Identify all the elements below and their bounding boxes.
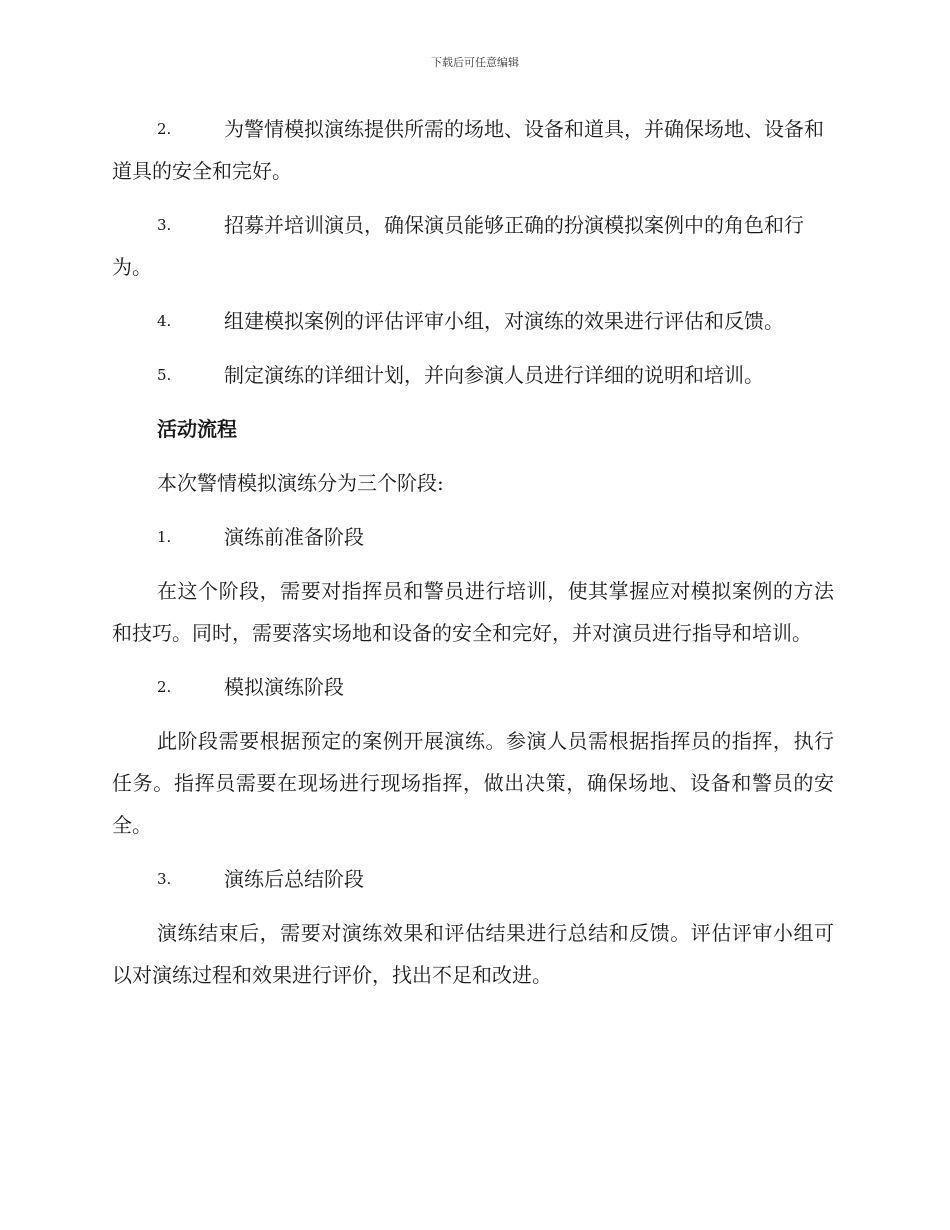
section-intro: 本次警情模拟演练分为三个阶段: [157, 471, 444, 495]
stage-number: 3. [157, 870, 172, 888]
list-text: 制定演练的详细计划，并向参演人员进行详细的说明和培训。 [224, 363, 764, 387]
stage-description: 演练结束后，需要对演练效果和评估结果进行总结和反馈。评估评审小组可以对演练过程和效果进行评价，找出不足和改进。 [112, 921, 834, 987]
stage-title: 演练前准备阶段 [224, 525, 364, 549]
list-item [112, 204, 834, 288]
stage-title-row [112, 858, 834, 900]
list-text: 为警情模拟演练提供所需的场地、设备和道具，并确保场地、设备和道具的安全和完好。 [112, 117, 824, 183]
stage-description: 此阶段需要根据预定的案例开展演练。参演人员需根据指挥员的指挥，执行任务。指挥员需要在现场进行现场指挥，做出决策，确保场地、设备和警员的安全。 [112, 729, 834, 837]
document-body [112, 108, 834, 1008]
stage-number: 1. [157, 528, 172, 546]
stage-title: 演练后总结阶段 [224, 867, 364, 891]
list-number: 5. [157, 366, 172, 384]
list-text: 招募并培训演员，确保演员能够正确的扮演模拟案例中的角色和行为。 [112, 213, 804, 279]
list-item [112, 108, 834, 192]
list-number: 2. [157, 120, 172, 138]
stage-title-row [112, 666, 834, 708]
list-number: 4. [157, 312, 172, 330]
list-item [112, 300, 834, 342]
list-item [112, 354, 834, 396]
page-header: 下载后可任意编辑 [431, 56, 519, 69]
list-text: 组建模拟案例的评估评审小组，对演练的效果进行评估和反馈。 [224, 309, 784, 333]
stage-number: 2. [157, 678, 172, 696]
stage-title: 模拟演练阶段 [224, 675, 344, 699]
stage-description: 在这个阶段，需要对指挥员和警员进行培训，使其掌握应对模拟案例的方法和技巧。同时，需要落实场地和设备的安全和完好，并对演员进行指导和培训。 [112, 579, 834, 645]
section-heading: 活动流程 [157, 417, 237, 441]
list-number: 3. [157, 216, 172, 234]
stage-title-row [112, 516, 834, 558]
